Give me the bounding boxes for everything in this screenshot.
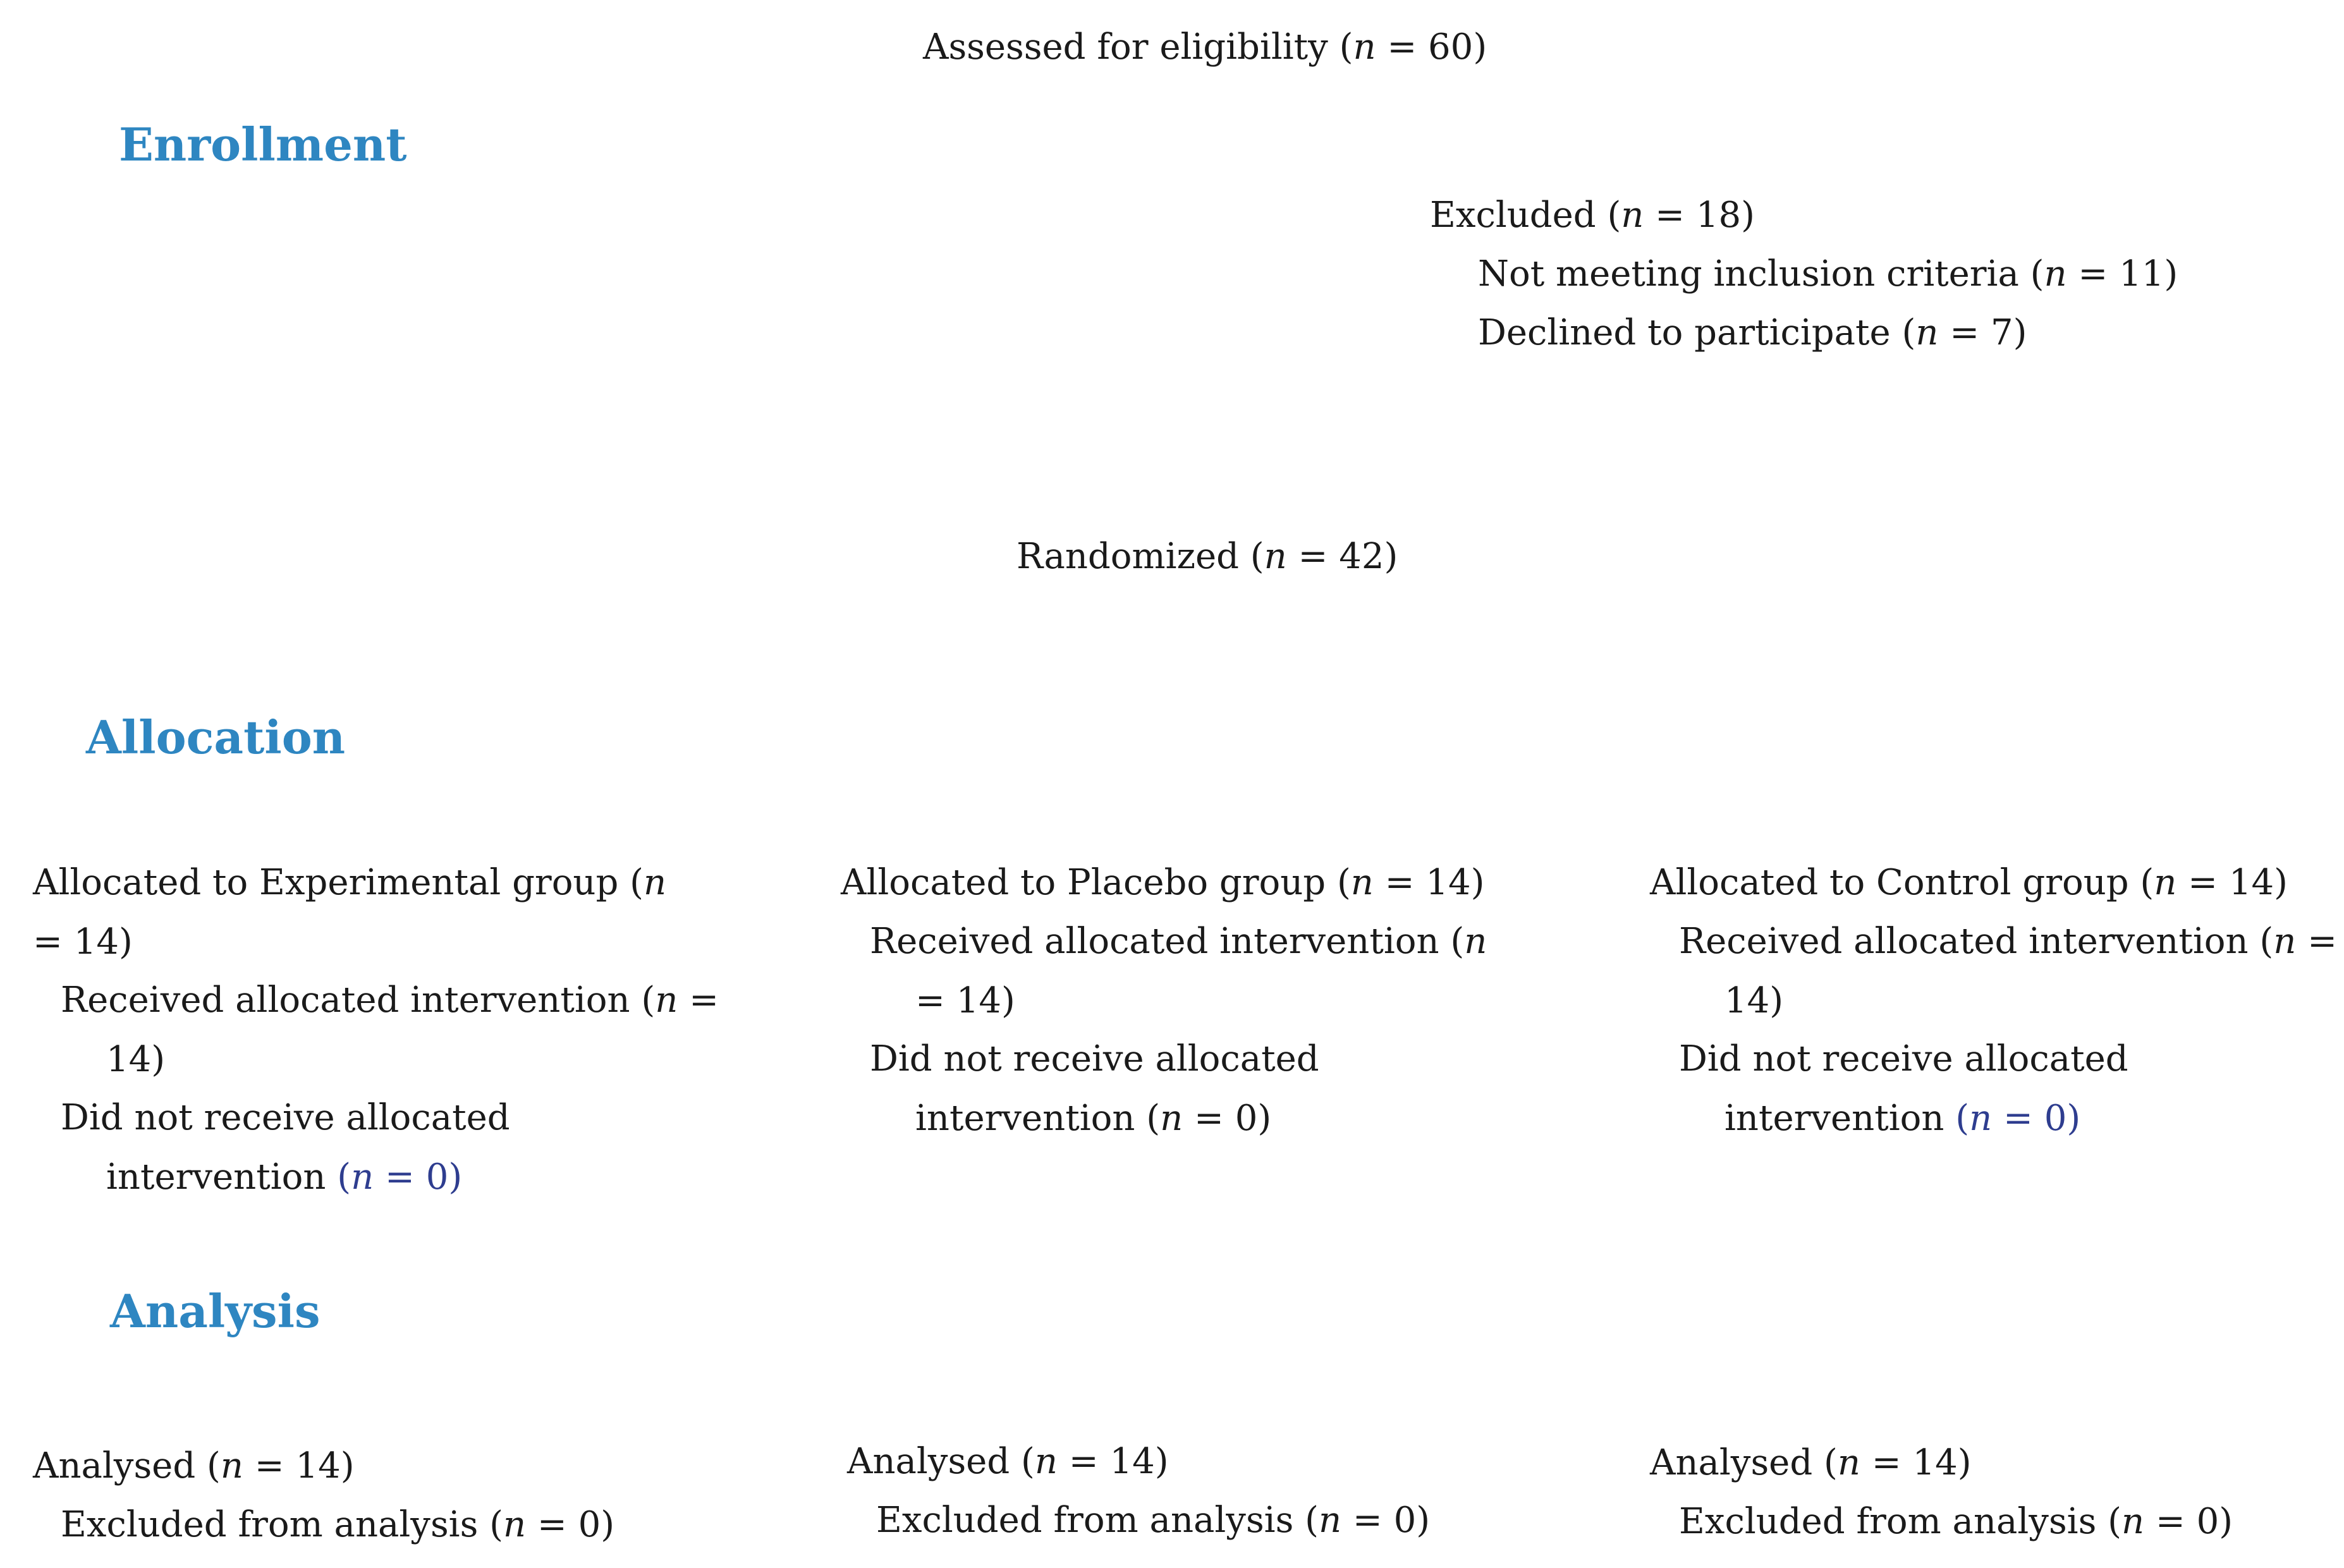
analysis-experimental-excluded: Excluded from analysis (n = 0)	[61, 1504, 615, 1545]
allocation-control-received: Received allocated intervention (n = 14)	[1679, 921, 2338, 1021]
excluded-count: Excluded (n = 18)	[1430, 195, 1755, 236]
section-analysis: Analysis	[110, 1284, 320, 1338]
analysis-placebo-analysed: Analysed (n = 14)	[847, 1441, 1169, 1482]
analysis-experimental-analysed: Analysed (n = 14)	[33, 1445, 355, 1486]
analysis-control-analysed: Analysed (n = 14)	[1650, 1442, 1972, 1483]
allocation-control-not-received: Did not receive allocated intervention (n = 0)	[1679, 1038, 2128, 1139]
excluded-declined: Declined to participate (n = 7)	[1478, 312, 2027, 353]
analysis-control-excluded: Excluded from analysis (n = 0)	[1679, 1501, 2233, 1542]
section-enrollment: Enrollment	[119, 118, 407, 171]
allocation-experimental-received: Received allocated intervention (n = 14)	[61, 980, 719, 1080]
randomized-count: Randomized (n = 42)	[1016, 536, 1398, 577]
assessed-for-eligibility: Assessed for eligibility (n = 60)	[923, 27, 1487, 68]
allocation-placebo-received: Received allocated intervention (n = 14)	[870, 921, 1487, 1021]
allocation-placebo-label: Allocated to Placebo group (n = 14)	[841, 862, 1485, 903]
analysis-placebo-excluded: Excluded from analysis (n = 0)	[876, 1500, 1431, 1541]
section-allocation: Allocation	[86, 710, 346, 764]
allocation-placebo-not-received: Did not receive allocated intervention (n = 0)	[870, 1038, 1319, 1139]
allocation-experimental-label: Allocated to Experimental group (n = 14)	[33, 862, 667, 963]
excluded-not-meeting-criteria: Not meeting inclusion criteria (n = 11)	[1478, 253, 2178, 295]
allocation-control-label: Allocated to Control group (n = 14)	[1650, 862, 2288, 903]
allocation-experimental-not-received: Did not receive allocated intervention (n = 0)	[61, 1097, 510, 1198]
